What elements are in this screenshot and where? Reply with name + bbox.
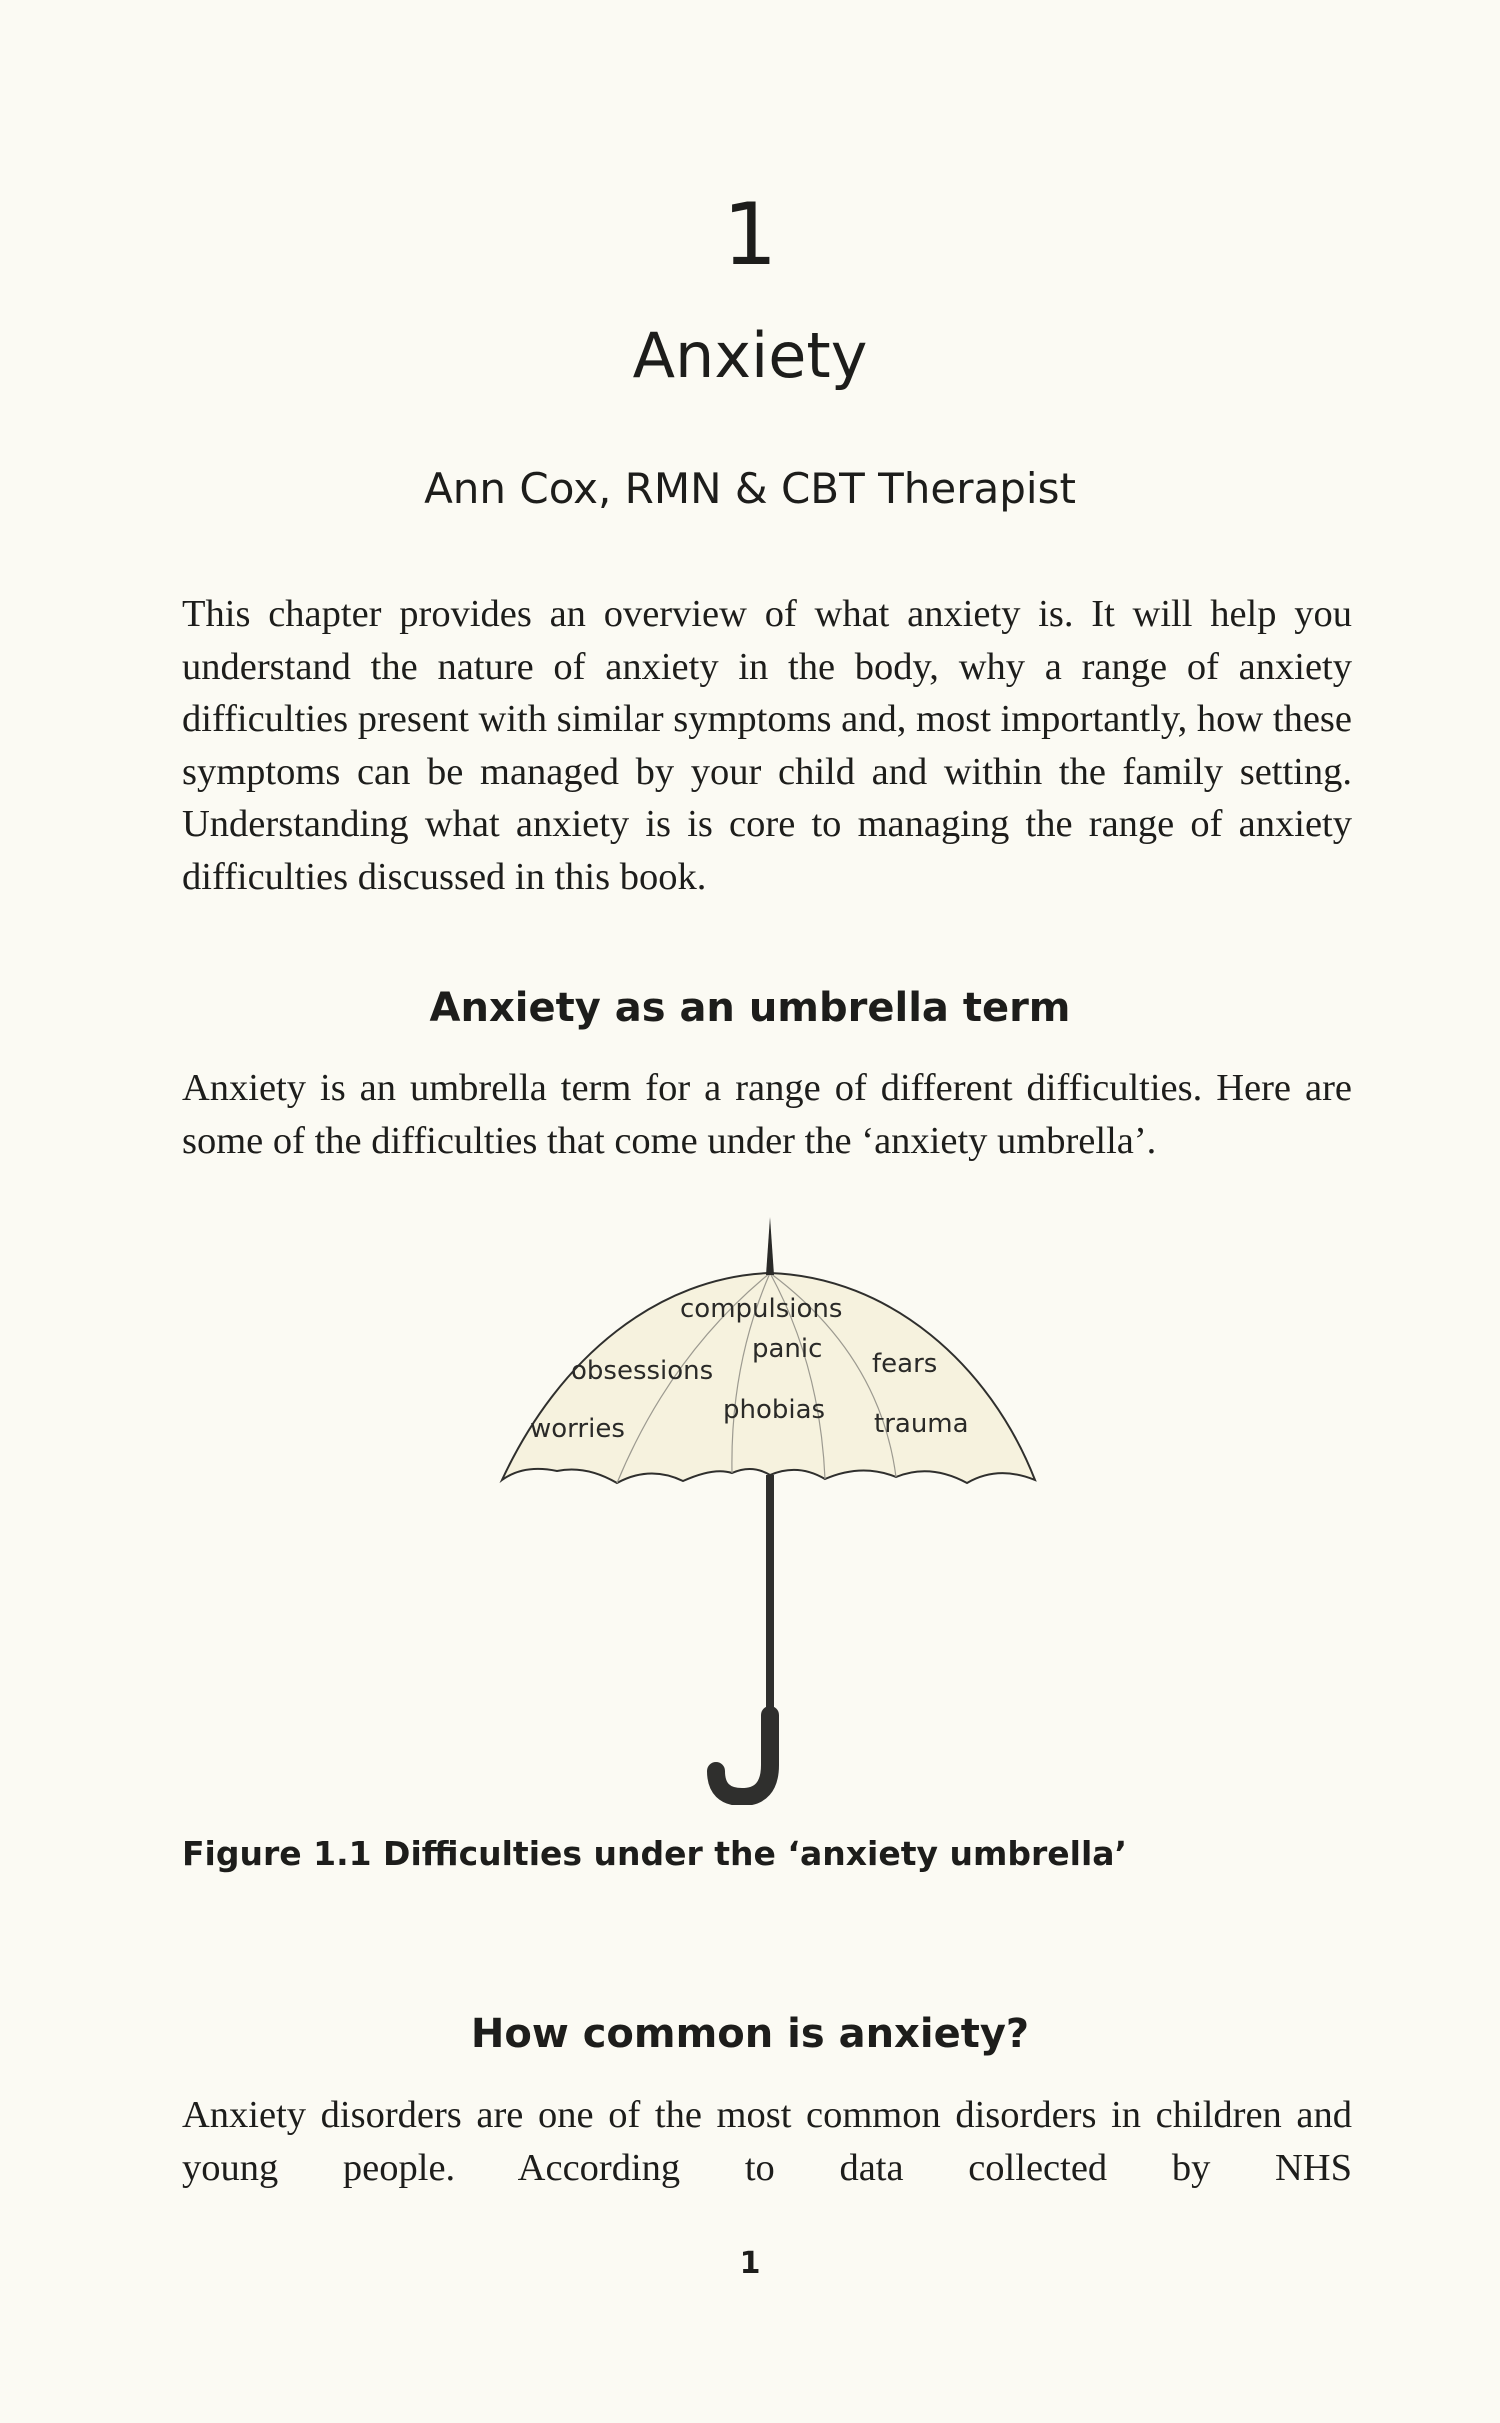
umbrella-shaft (766, 1475, 774, 1725)
label-fears: fears (872, 1349, 938, 1379)
label-phobias: phobias (723, 1395, 826, 1425)
chapter-title: Anxiety (632, 319, 868, 392)
label-obsessions: obsessions (571, 1356, 714, 1386)
chapter-number: 1 (722, 185, 778, 285)
section-heading-common: How common is anxiety? (470, 2011, 1030, 2057)
label-compulsions: compulsions (680, 1294, 843, 1324)
label-worries: worries (530, 1414, 625, 1444)
umbrella-paragraph: Anxiety is an umbrella term for a range of different difficulties. Here are some of the difficulties that come under the ‘anxiety umbrella’. (182, 1067, 1352, 1162)
umbrella-illustration (480, 1205, 1060, 1805)
label-panic: panic (752, 1334, 823, 1364)
chapter-author: Ann Cox, RMN & CBT Therapist (424, 464, 1076, 513)
common-paragraph: Anxiety disorders are one of the most common disorders in children and young people. According to data collected by NHS (182, 2094, 1352, 2189)
figure-caption: Figure 1.1 Difficulties under the ‘anxiety umbrella’ (182, 1834, 1128, 1873)
section-heading-umbrella: Anxiety as an umbrella term (429, 985, 1071, 1031)
umbrella-tip (766, 1217, 774, 1275)
label-trauma: trauma (874, 1409, 969, 1439)
page-number: 1 (739, 2246, 761, 2281)
umbrella-handle (716, 1715, 770, 1797)
intro-paragraph: This chapter provides an overview of what anxiety is. It will help you understand the nature of anxiety in the body, why a range of anxiety difficulties present with similar symptoms and, most importantly, how these symptoms can be managed by your child and within the family setting. Understanding what anxiety is is core to managing the range of anxiety difficulties discussed in this book. (182, 593, 1352, 898)
umbrella-figure (480, 1205, 1060, 1805)
